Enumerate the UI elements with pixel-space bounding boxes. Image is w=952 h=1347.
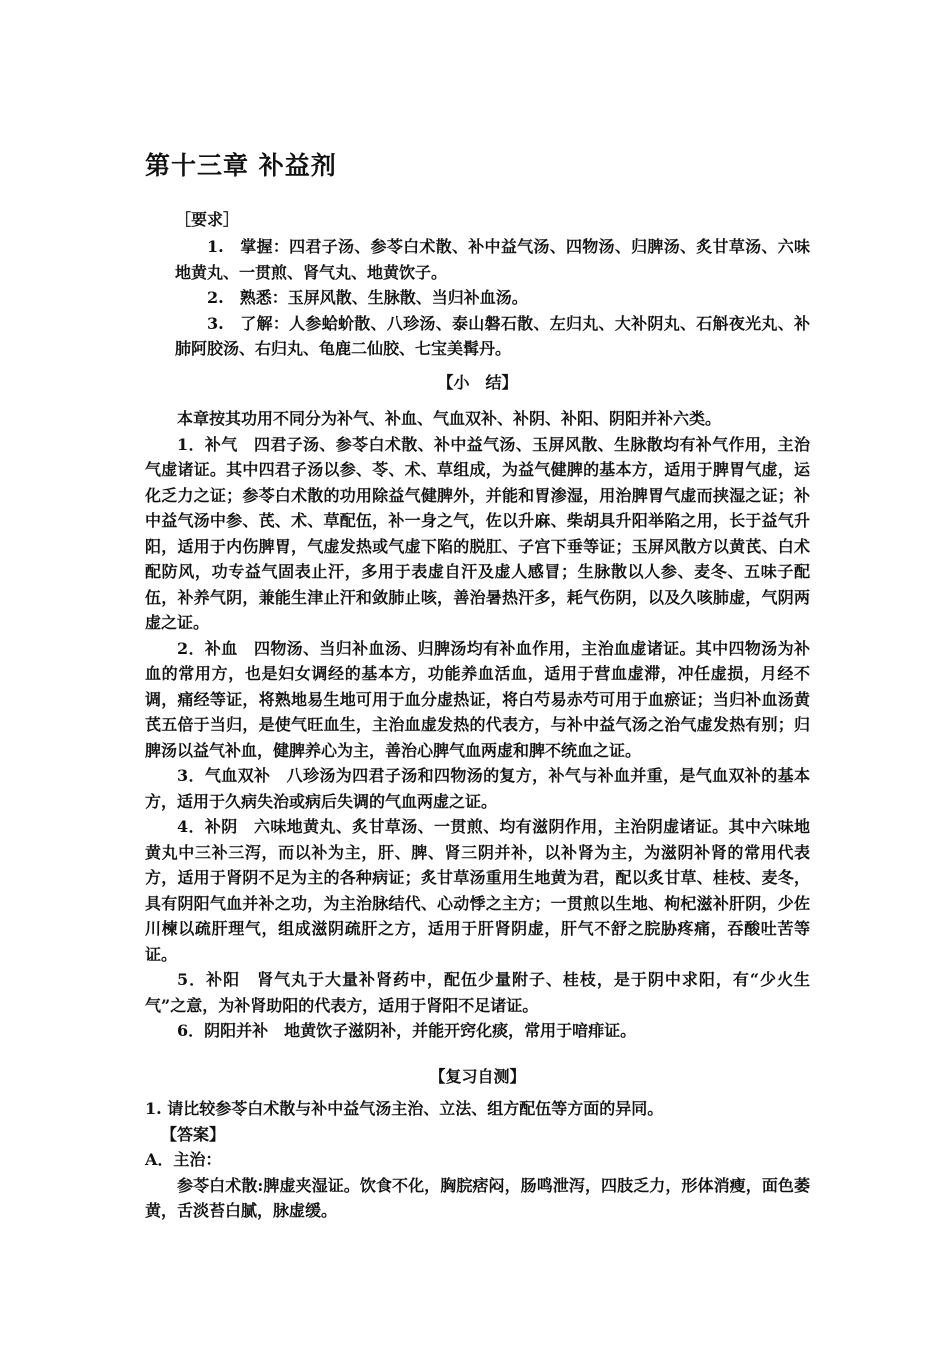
chapter-title: 第十三章 补益剂 <box>145 151 337 180</box>
review-heading: 【复习自测】 <box>429 1067 526 1086</box>
requirements-heading: ［要求］ <box>175 210 240 229</box>
summary-paragraph: 4．补阴 六味地黄丸、炙甘草汤、一贯煎、均有滋阴作用，主治阴虚诸证。其中六味地黄丸中三补三泻，而以补为主，肝、脾、肾三阴并补，以补肾为主，为滋阴补肾的常用代表方，适用于肾阴不足为主的各种病证；炙甘草汤重用生地黄为君，配以炙甘草、桂枝、麦冬，具有阴阳气血并补之功，为主治脉结代、心动悸之主方；一贯煎以生地、枸杞滋补肝阴，少佐川楝以疏肝理气，组成滋阴疏肝之方，适用于肝肾阴虚，肝气不舒之脘胁疼痛，吞酸吐苦等证。 <box>145 817 810 964</box>
answer-section-a: A．主治： <box>145 1150 222 1169</box>
requirement-item: 1. 掌握：四君子汤、参苓白术散、补中益气汤、四物汤、归脾汤、炙甘草汤、六味地黄丸、一贯煎、肾气丸、地黄饮子。 <box>175 237 810 282</box>
requirement-item: 3. 了解：人参蛤蚧散、八珍汤、泰山磐石散、左归丸、大补阴丸、石斛夜光丸、补肺阿胶汤、右归丸、龟鹿二仙胶、七宝美髯丹。 <box>175 313 810 358</box>
summary-paragraph: 1．补气 四君子汤、参苓白术散、补中益气汤、玉屏风散、生脉散均有补气作用，主治气虚诸证。其中四君子汤以参、苓、术、草组成，为益气健脾的基本方，适用于脾胃气虚，运化乏力之证；参苓白术散的功用除益气健脾外，并能和胃渗湿，用治脾胃气虚而挟湿之证；补中益气汤中参、芪、术、草配伍，补一身之气，佐以升麻、柴胡具升阳举陷之用，长于益气升阳，适用于内伤脾胃，气虚发热或气虚下陷的脱肛、子宫下垂等证；玉屏风散方以黄芪、白术配防风，功专益气固表止汗，多用于表虚自汗及虚人感冒；生脉散以人参、麦冬、五味子配伍，补养气阴，兼能生津止汗和敛肺止咳，善治暑热汗多，耗气伤阴，以及久咳肺虚，气阴两虚之证。 <box>145 434 810 632</box>
summary-paragraph: 本章按其功用不同分为补气、补血、气血双补、补阴、补阳、阴阳并补六类。 <box>177 409 722 428</box>
requirement-item: 2. 熟悉：玉屏风散、生脉散、当归补血汤。 <box>207 288 528 307</box>
requirements-list <box>175 234 810 362</box>
summary-body <box>145 406 810 1044</box>
answer-label: 【答案】 <box>161 1124 226 1144</box>
summary-heading: 【小 结】 <box>437 373 518 392</box>
summary-paragraph: 5．补阳 肾气丸于大量补肾药中，配伍少量附子、桂枝，是于阴中求阳，有“少火生气”之意，为补肾助阳的代表方，适用于肾阳不足诸证。 <box>145 970 810 1015</box>
summary-paragraph: 2．补血 四物汤、当归补血汤、归脾汤均有补血作用，主治血虚诸证。其中四物汤为补血的常用方，也是妇女调经的基本方，功能养血活血，适用于营血虚滞，冲任虚损，月经不调，痛经等证，将熟地易生地可用于血分虚热证，将白芍易赤芍可用于血瘀证；当归补血汤黄芪五倍于当归，是使气旺血生，主治血虚发热的代表方，与补中益气汤之治气虚发热有别；归脾汤以益气补血，健脾养心为主，善治心脾气血两虚和脾不统血之证。 <box>145 638 810 760</box>
review-body <box>145 1096 810 1224</box>
review-question: 1. 请比较参苓白术散与补中益气汤主治、立法、组方配伍等方面的异同。 <box>145 1099 664 1118</box>
summary-paragraph: 6．阴阳并补 地黄饮子滋阴补，并能开窍化痰，常用于喑痱证。 <box>177 1021 637 1040</box>
answer-text: 参苓白术散:脾虚夹湿证。饮食不化，胸脘痞闷，肠鸣泄泻，四肢乏力，形体消瘦，面色萎黄，舌淡苔白腻，脉虚缓。 <box>145 1175 810 1220</box>
summary-paragraph: 3．气血双补 八珍汤为四君子汤和四物汤的复方，补气与补血并重，是气血双补的基本方，适用于久病失治或病后失调的气血两虚之证。 <box>145 766 810 811</box>
